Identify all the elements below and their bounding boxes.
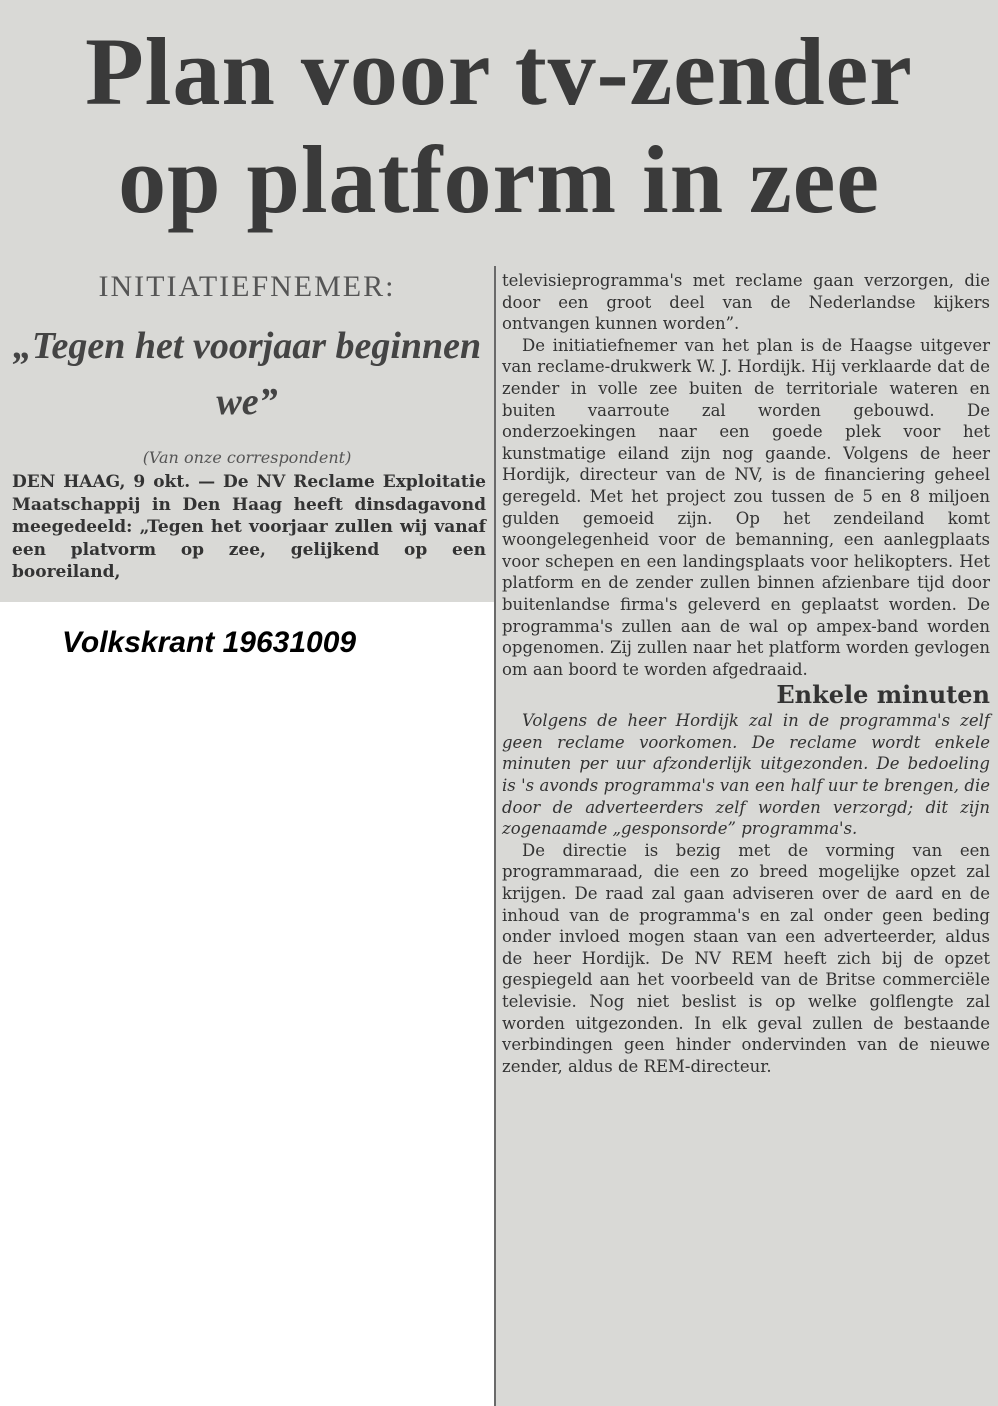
article-headline — [0, 18, 998, 234]
paragraph-continuation: televisieprogramma's met reclame gaan verzorgen, die door een groot deel van de Nederlandse kijkers ontvangen kunnen worden”. — [502, 271, 990, 334]
kicker: INITIATIEFNEMER: — [98, 270, 396, 303]
headline-line-2: op platform in zee — [118, 126, 880, 233]
paragraph-initiator: De initiatiefnemer van het plan is de Haagse uitgever van reclame-drukwerk W. J. Hordijk. Hij verklaarde dat de zender in volle zee buiten de territoriale wateren en buiten vaarroute zal worden gebouwd. De onderzoekingen naar een goede plek voor het kunstmatige eiland zijn nog gaande. Volgens de heer Hordijk, directeur van de NV, is de financiering geheel geregeld. Met het project zou tussen de 5 en 8 miljoen gulden gemoeid zijn. Op het zendeiland komt woongelegenheid voor de bemanning, een aanlegplaats voor schepen en een landingsplaats voor helikopters. Het platform en de zender zullen binnen afzienbare tijd door buitenlandse firma's geleverd en geplaatst worden. De programma's zullen aan de wal op ampex-band worden opgenomen. Zij zullen naar het platform worden gevlogen om aan boord te worden afgedraaid. — [502, 335, 990, 679]
paragraph-advertising: Volgens de heer Hordijk zal in de programma's zelf geen reclame voorkomen. De reclame wordt enkele minuten per uur afzonderlijk uitgezonden. De bedoeling is 's avonds programma's van een half uur te brengen, die door de adverteerders zelf worden verzorgd; dit zijn zogenaamde „gesponsorde” programma's. — [502, 711, 990, 839]
lead-paragraph: DEN HAAG, 9 okt. — De NV Reclame Exploitatie Maatschappij in Den Haag heeft dinsdagavond meegedeeld: „Tegen het voorjaar zullen wij vanaf een platvorm op zee, gelijkend op een booreiland, — [12, 472, 486, 582]
left-column — [0, 266, 494, 584]
byline: (Van onze correspondent) — [142, 448, 352, 467]
right-column — [502, 270, 990, 1077]
section-heading: Enkele minuten — [776, 680, 990, 710]
subheadline: „Tegen het voorjaar beginnen we” — [12, 325, 482, 423]
paragraph-program-council: De directie is bezig met de vorming van een programmaraad, die een zo breed mogelijke opzet zal krijgen. De raad zal gaan adviseren over de aard en de inhoud van de programma's en zal onder geen beding onder invloed mogen staan van een adverteerder, aldus de heer Hordijk. De NV REM heeft zich bij de opzet gespiegeld aan het voorbeeld van de Britse commerciële televisie. Nog niet beslist is op welke golflengte zal worden uitgezonden. In elk geval zullen de bestaande verbindingen geen hinder ondervinden van de nieuwe zender, aldus de REM-directeur. — [502, 840, 990, 1076]
headline-line-1: Plan voor tv-zender — [85, 18, 913, 125]
column-divider — [494, 266, 496, 1406]
source-caption: Volkskrant 19631009 — [62, 626, 357, 659]
